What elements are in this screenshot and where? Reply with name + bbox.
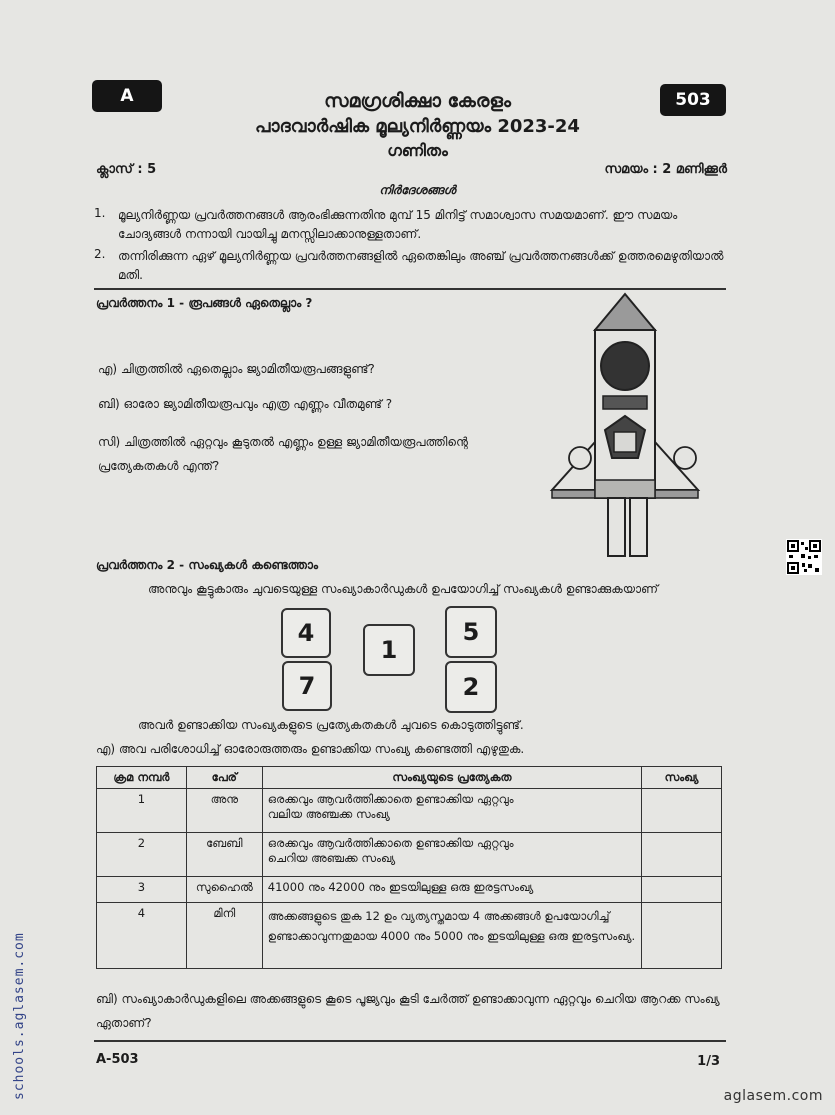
class-label: ക്ലാസ് : 5: [96, 162, 157, 177]
table-cell-name: മിനി: [186, 903, 262, 969]
table-row: [97, 877, 722, 903]
activity2-title: പ്രവർത്തനം 2 - സംഖ്യകൾ കണ്ടെത്താം: [96, 558, 318, 572]
number-card-4: 4: [281, 608, 331, 658]
table-cell-serial: 1: [97, 789, 187, 833]
set-badge: A: [92, 80, 162, 112]
subject-title: ഗണിതം: [387, 141, 448, 160]
table-row: [97, 833, 722, 877]
table-cell-name: ബേബി: [186, 833, 262, 877]
number-card-2: 2: [445, 661, 497, 713]
table-cell-name: അനു: [186, 789, 262, 833]
table-cell-property: ഒരക്കവും ആവർത്തിക്കാതെ ഉണ്ടാക്കിയ ഏറ്റവും വലിയ അഞ്ചക്ക സംഖ്യ: [262, 789, 641, 833]
number-card-1: 1: [363, 624, 415, 676]
table-cell-answer[interactable]: [642, 877, 722, 903]
instructions-title: നിർദേശങ്ങൾ: [379, 183, 456, 197]
side-watermark: schools.aglasem.com: [12, 932, 27, 1100]
activity2-intro: അനുവും കൂട്ടുകാരും ചുവടെയുള്ള സംഖ്യാകാർഡുകൾ ഉപയോഗിച്ച് സംഖ്യകൾ ഉണ്ടാക്കുകയാണ്: [148, 582, 659, 596]
table-cell-name: സുഹൈൽ: [186, 877, 262, 903]
table-header-name: പേര്: [186, 767, 262, 789]
table-cell-answer[interactable]: [642, 789, 722, 833]
instruction-1-number: 1.: [94, 206, 106, 220]
paper-code-badge: 503: [660, 84, 726, 116]
instruction-2-number: 2.: [94, 247, 106, 261]
instruction-2-text: തന്നിരിക്കുന്ന ഏഴ് മൂല്യനിർണ്ണയ പ്രവർത്തനങ്ങളിൽ ഏതെങ്കിലും അഞ്ച് പ്രവർത്തനങ്ങൾക്ക് ഉത്തരമെഴുതിയാൽ മതി.: [118, 249, 724, 282]
footer-paper-code: A-503: [96, 1052, 139, 1067]
exam-title: പാദവാർഷിക മൂല്യനിർണ്ണയം 2023-24: [255, 116, 580, 137]
activity2-question-a: എ) അവ പരിശോധിച്ച് ഓരോരുത്തരും ഉണ്ടാക്കിയ സംഖ്യ കണ്ടെത്തി എഴുതുക.: [96, 742, 525, 756]
activity2-question-b: ബി) സംഖ്യാകാർഡുകളിലെ അക്കങ്ങളുടെ കൂടെ പൂജ്യവും കൂടി ചേർത്ത് ഉണ്ടാക്കാവുന്ന ഏറ്റവും ചെറിയ ആറക്ക സംഖ്യ ഏതാണ്?: [96, 992, 720, 1030]
activity1-question-b: ബി) ഓരോ ജ്യാമിതീയരൂപവും എത്ര എണ്ണം വീതമുണ്ട് ?: [98, 397, 393, 411]
number-properties-table: [96, 766, 722, 969]
footer-divider: [94, 1040, 726, 1042]
number-card-5: 5: [445, 606, 497, 658]
board-title: സമഗ്രശിക്ഷാ കേരളം: [324, 90, 511, 112]
activity1-question-c: സി) ചിത്രത്തിൽ ഏറ്റവും കൂടുതൽ എണ്ണം ഉള്ള ജ്യാമിതീയരൂപത്തിന്റെ പ്രത്യേകതകൾ എന്ത്?: [98, 435, 468, 473]
number-card-7: 7: [282, 661, 332, 711]
table-row: [97, 903, 722, 969]
table-header-serial: ക്രമ നമ്പർ: [97, 767, 187, 789]
footer-page-number: 1/3: [697, 1054, 720, 1069]
table-header-number: സംഖ്യ: [642, 767, 722, 789]
table-cell-serial: 2: [97, 833, 187, 877]
activity2-note: അവർ ഉണ്ടാക്കിയ സംഖ്യകളുടെ പ്രത്യേകതകൾ ചുവടെ കൊടുത്തിട്ടുണ്ട്.: [138, 718, 524, 732]
qr-code-icon: [786, 539, 822, 575]
table-row: [97, 789, 722, 833]
site-watermark: aglasem.com: [723, 1088, 823, 1104]
table-cell-answer[interactable]: [642, 833, 722, 877]
table-cell-property: 41000 നും 42000 നും ഇടയിലുള്ള ഒരു ഇരട്ടസംഖ്യ: [262, 877, 641, 903]
instruction-1-text: മൂല്യനിർണ്ണയ പ്രവർത്തനങ്ങൾ ആരംഭിക്കുന്നതിനു മുമ്പ് 15 മിനിട്ട് സമാശ്വാസ സമയമാണ്. ഈ സമയം ചോദ്യങ്ങൾ നന്നായി വായിച്ചു മനസ്സിലാക്കാനുള്ളതാണ്.: [118, 208, 678, 241]
activity1-title: പ്രവർത്തനം 1 - രൂപങ്ങൾ ഏതെല്ലാം ?: [96, 296, 313, 310]
table-cell-property: അക്കങ്ങളുടെ തുക 12 ഉം വ്യത്യസ്തമായ 4 അക്കങ്ങൾ ഉപയോഗിച്ച് ഉണ്ടാക്കാവുന്നതുമായ 4000 നും 5000 നും ഇടയിലുള്ള ഒരു ഇരട്ടസംഖ്യ.: [262, 903, 641, 969]
table-header-property: സംഖ്യയുടെ പ്രത്യേകത: [262, 767, 641, 789]
table-cell-serial: 3: [97, 877, 187, 903]
rocket-shapes-figure: [548, 290, 728, 570]
table-cell-property: ഒരക്കവും ആവർത്തിക്കാതെ ഉണ്ടാക്കിയ ഏറ്റവും ചെറിയ അഞ്ചക്ക സംഖ്യ: [262, 833, 641, 877]
activity1-question-a: എ) ചിത്രത്തിൽ ഏതെല്ലാം ജ്യാമിതീയരൂപങ്ങളുണ്ട്?: [98, 362, 375, 376]
table-cell-serial: 4: [97, 903, 187, 969]
time-label: സമയം : 2 മണിക്കൂർ: [604, 162, 727, 177]
table-cell-answer[interactable]: [642, 903, 722, 969]
table-header-row: [97, 767, 722, 789]
